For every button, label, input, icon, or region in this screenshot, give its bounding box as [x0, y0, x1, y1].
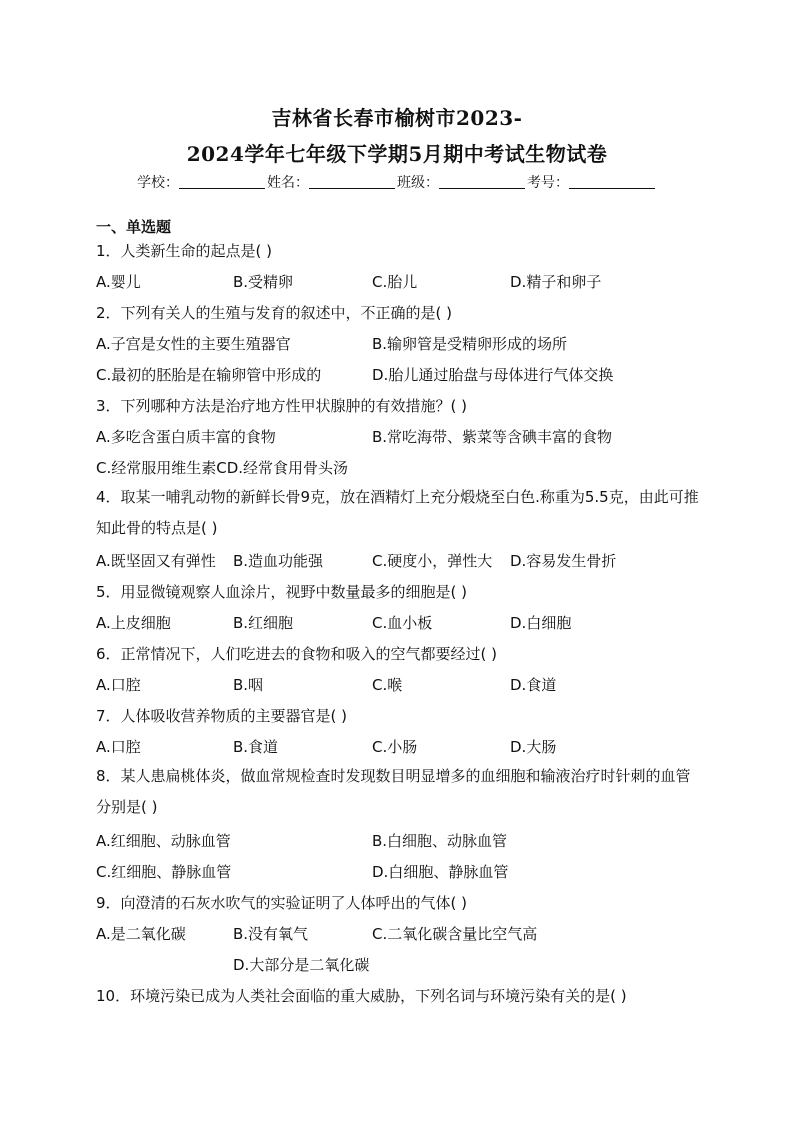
option-a: A.婴儿	[96, 273, 141, 291]
option-c-d: C.经常服用维生素CD.经常食用骨头汤	[96, 459, 349, 477]
option-d: D.容易发生骨折	[510, 552, 617, 570]
option-c: C.胎儿	[372, 273, 418, 291]
option-a: A.是二氧化碳	[96, 925, 186, 943]
option-b: B.造血功能强	[233, 552, 324, 570]
option-a: A.上皮细胞	[96, 614, 171, 632]
option-a: A.多吃含蛋白质丰富的食物	[96, 428, 276, 446]
question-10: 10．环境污染已成为人类社会面临的重大威胁，下列名词与环境污染有关的是( )	[96, 987, 627, 1005]
exam-title-line-2: 2024学年七年级下学期5月期中考试生物试卷	[186, 142, 608, 166]
option-c: C.二氧化碳含量比空气高	[372, 925, 538, 943]
option-b: B.输卵管是受精卵形成的场所	[372, 335, 568, 353]
section-heading: 一、单选题	[96, 218, 172, 236]
name-label: 姓名：	[267, 175, 309, 191]
school-label: 学校：	[137, 175, 179, 191]
question-9: 9．向澄清的石灰水吹气的实验证明了人体呼出的气体( )	[96, 894, 468, 912]
option-d: D.胎儿通过胎盘与母体进行气体交换	[372, 366, 614, 384]
question-5: 5．用显微镜观察人血涂片，视野中数量最多的细胞是( )	[96, 583, 468, 601]
option-d: D.白细胞	[510, 614, 572, 632]
option-a: A.口腔	[96, 738, 141, 756]
option-b: B.白细胞、动脉血管	[372, 832, 508, 850]
question-9-options-row-2	[96, 954, 706, 974]
option-b: B.咽	[233, 676, 264, 694]
question-5-options	[96, 612, 706, 632]
question-6: 6．正常情况下，人们吃进去的食物和吸入的空气都要经过( )	[96, 645, 498, 663]
option-b: B.受精卵	[233, 273, 294, 291]
option-a: A.红细胞、动脉血管	[96, 832, 231, 850]
question-1: 1．人类新生命的起点是( )	[96, 242, 273, 260]
option-c: C.小肠	[372, 738, 418, 756]
option-c: C.血小板	[372, 614, 433, 632]
question-7: 7．人体吸收营养物质的主要器官是( )	[96, 707, 348, 725]
option-d: D.食道	[510, 676, 557, 694]
question-8-options-row-1	[96, 830, 706, 850]
student-info-line	[0, 172, 794, 192]
question-2-options-row-2	[96, 364, 706, 384]
option-a: A.子宫是女性的主要生殖器官	[96, 335, 291, 353]
option-b: B.红细胞	[233, 614, 294, 632]
class-blank[interactable]	[439, 174, 525, 189]
option-b: B.食道	[233, 738, 279, 756]
option-d: D.白细胞、静脉血管	[372, 863, 509, 881]
option-c: C.喉	[372, 676, 403, 694]
option-c: C.硬度小，弹性大	[372, 552, 493, 570]
class-label: 班级：	[397, 175, 439, 191]
exam-number-blank[interactable]	[569, 174, 655, 189]
question-8-options-row-2	[96, 861, 706, 881]
option-a: A.口腔	[96, 676, 141, 694]
question-6-options	[96, 674, 706, 694]
exam-number-label: 考号：	[527, 175, 569, 191]
question-3: 3．下列哪种方法是治疗地方性甲状腺肿的有效措施？( )	[96, 397, 468, 415]
option-d: D.精子和卵子	[510, 273, 602, 291]
question-3-options-row-2	[96, 457, 706, 477]
option-c: C.红细胞、静脉血管	[96, 863, 232, 881]
question-2: 2．下列有关人的生殖与发育的叙述中，不正确的是( )	[96, 304, 453, 322]
option-b: B.常吃海带、紫菜等含碘丰富的食物	[372, 428, 613, 446]
option-b: B.没有氧气	[233, 925, 309, 943]
question-4: 4．取某一哺乳动物的新鲜长骨9克，放在酒精灯上充分煅烧至白色.称重为5.5克，由此可推知此骨的特点是( )	[96, 488, 699, 537]
name-blank[interactable]	[309, 174, 395, 189]
question-9-options-row-1	[96, 923, 706, 943]
exam-title-line-1: 吉林省长春市榆树市2023-	[271, 106, 523, 130]
question-8: 8．某人患扁桃体炎，做血常规检查时发现数目明显增多的血细胞和输液治疗时针刺的血管分别是( )	[96, 767, 691, 816]
question-1-options	[96, 271, 706, 291]
option-c: C.最初的胚胎是在输卵管中形成的	[96, 366, 322, 384]
question-4-options	[96, 550, 706, 570]
school-blank[interactable]	[179, 174, 265, 189]
option-a: A.既坚固又有弹性	[96, 552, 216, 570]
option-d: D.大部分是二氧化碳	[233, 956, 370, 974]
question-3-options-row-1	[96, 426, 706, 446]
option-d: D.大肠	[510, 738, 557, 756]
question-2-options-row-1	[96, 333, 706, 353]
question-7-options	[96, 736, 706, 756]
